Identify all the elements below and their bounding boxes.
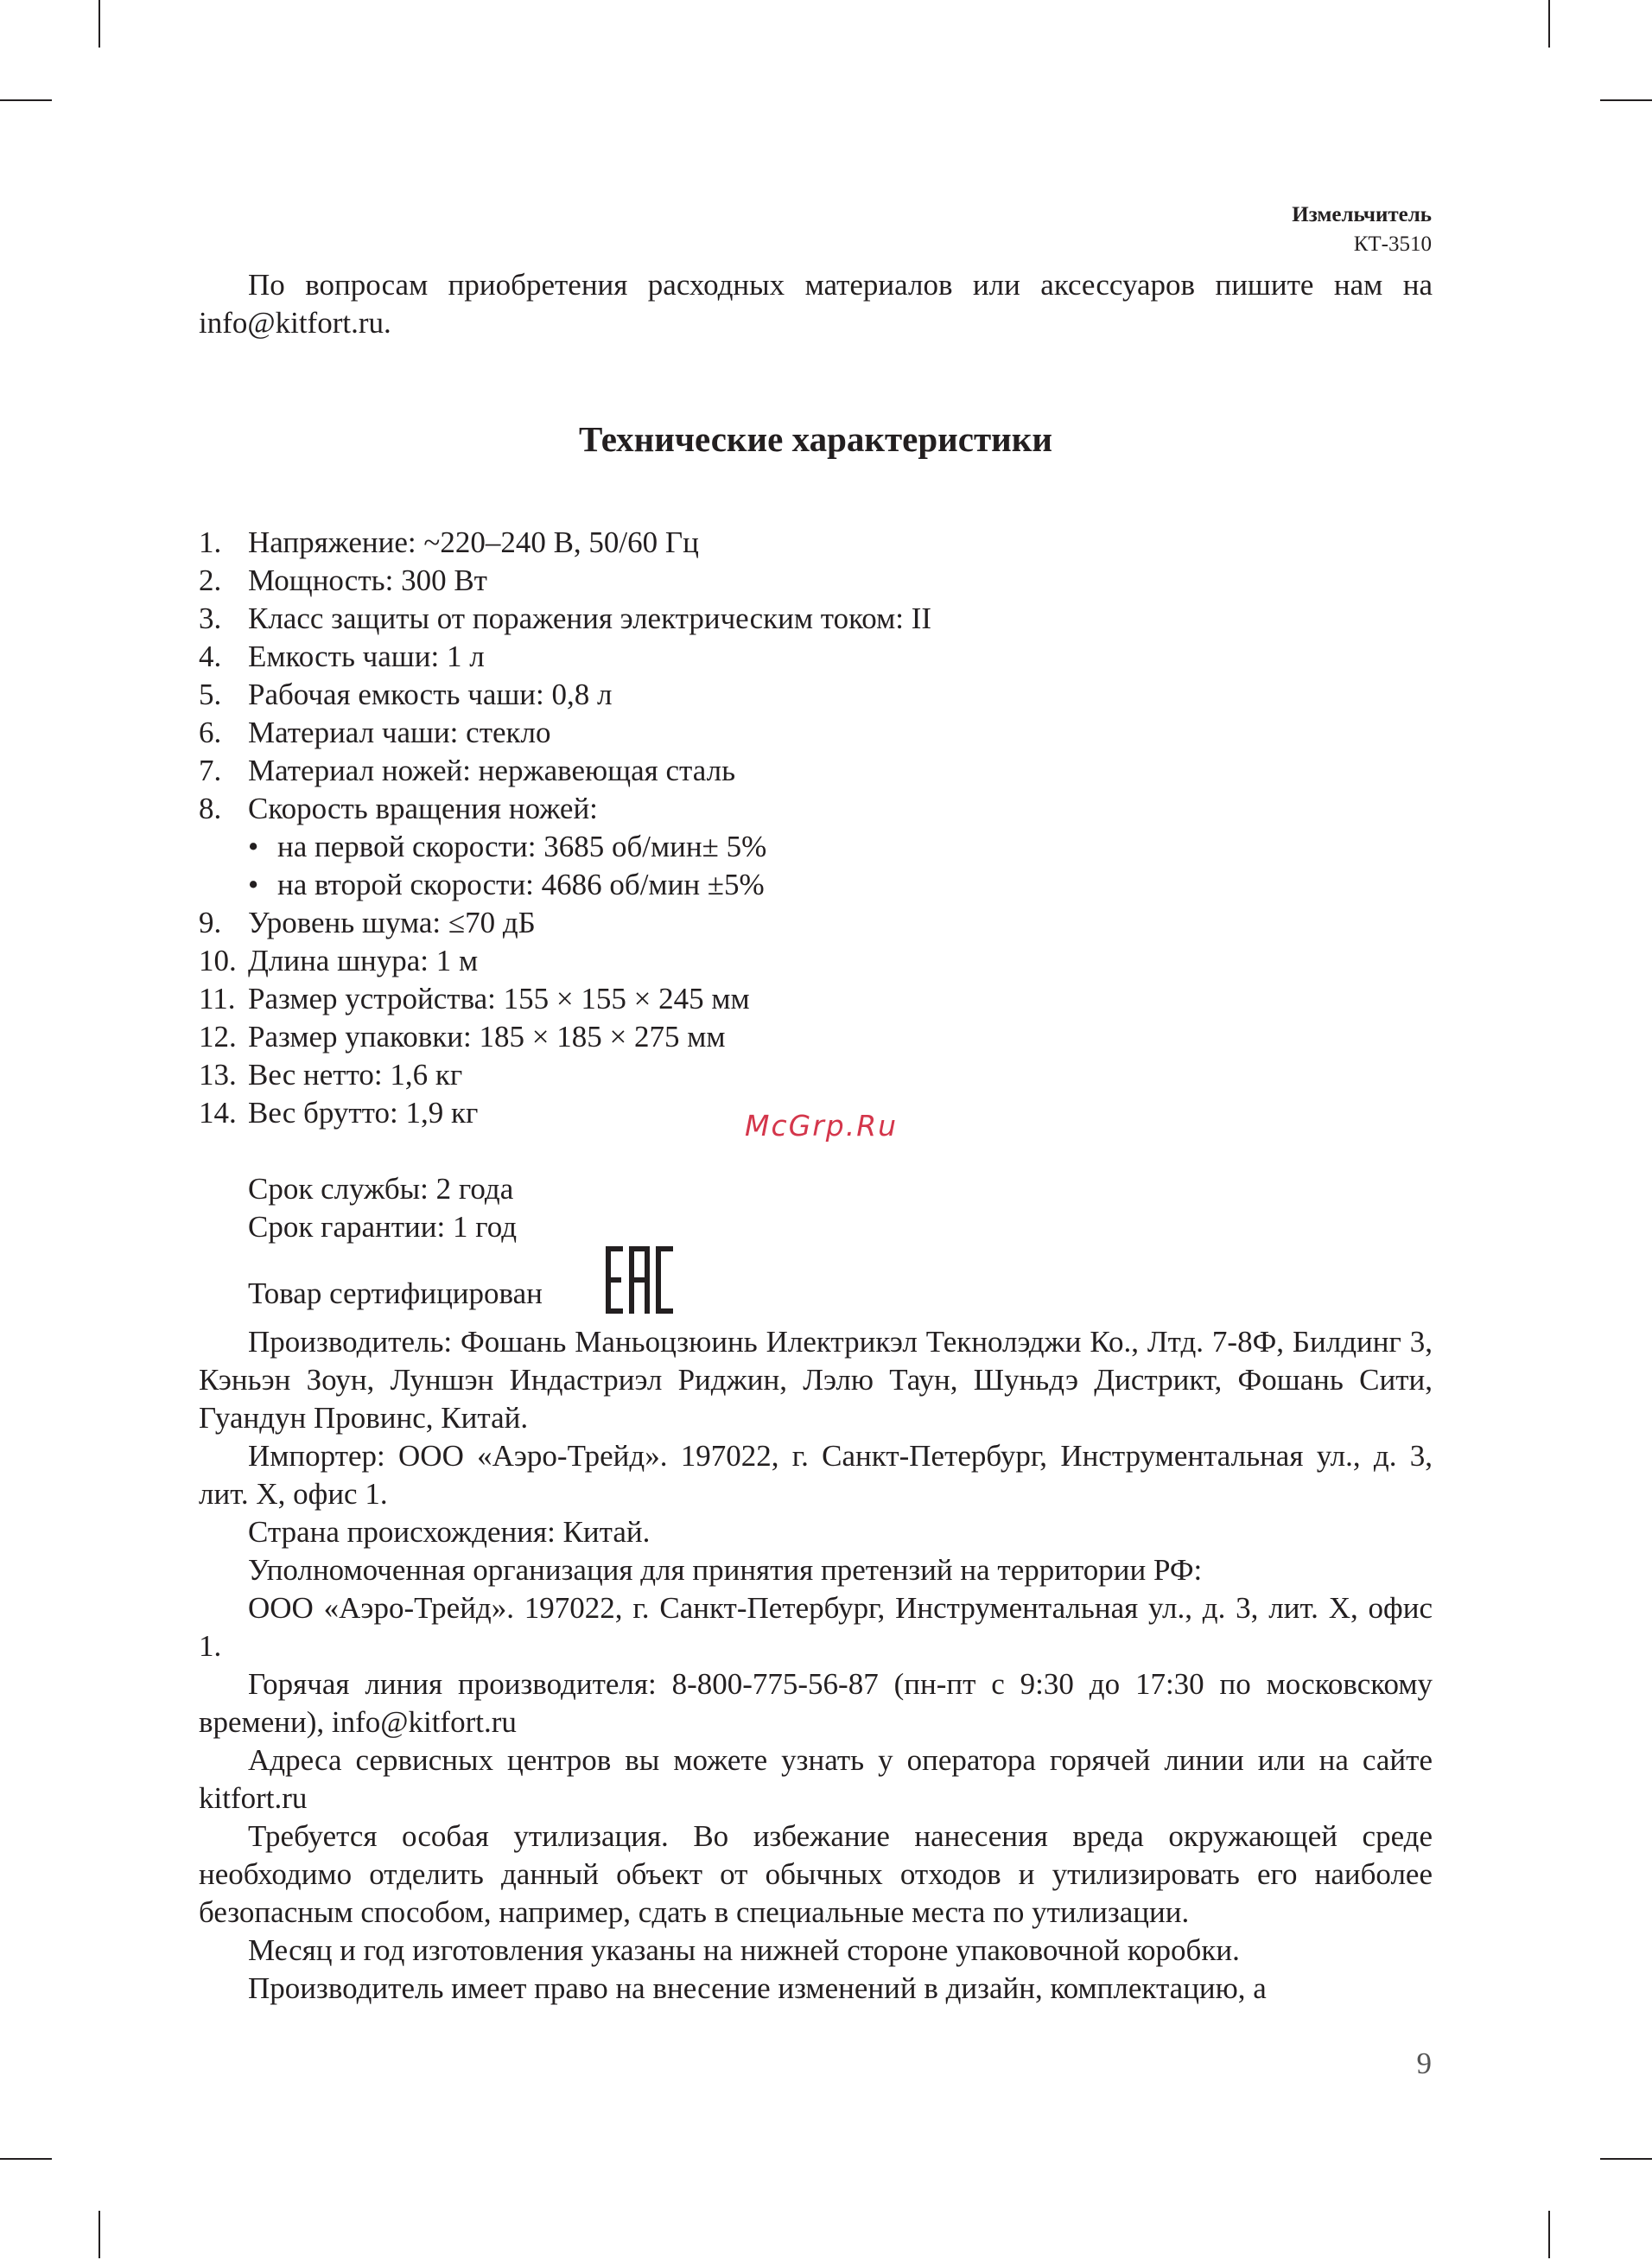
- spec-item: 12. Размер упаковки: 185 × 185 × 275 мм: [199, 1020, 726, 1054]
- manufacture-date-paragraph: Месяц и год изготовления указаны на нижней стороне упаковочной коробки.: [248, 1933, 1240, 1967]
- spec-item: 13. Вес нетто: 1,6 кг: [199, 1058, 463, 1092]
- spec-item: 10. Длина шнура: 1 м: [199, 944, 479, 977]
- spec-item: 9. Уровень шума: ≤70 дБ: [199, 906, 536, 939]
- importer-paragraph: Импортер: ООО «Аэро-Трейд». 197022, г. Санкт-Петербург, Инструментальная ул., д. 3, лит. Х, офис 1.: [199, 1439, 1433, 1511]
- certification-line: [199, 1246, 1433, 1323]
- crop-mark: [1600, 2158, 1652, 2160]
- specs-list: [199, 524, 1433, 1132]
- crop-mark: [98, 2211, 100, 2258]
- claims-address-paragraph: ООО «Аэро-Трейд». 197022, г. Санкт-Петербург, Инструментальная ул., д. 3, лит. Х, офис 1.: [199, 1591, 1433, 1663]
- crop-mark: [0, 2158, 52, 2160]
- disposal-paragraph: Требуется особая утилизация. Во избежание нанесения вреда окружающей среде необходимо отделить данный объект от обычных отходов и утилизировать его наиболее безопасным способом, например, сдать в специальные места по утилизации.: [199, 1819, 1433, 1929]
- spec-item: 2. Мощность: 300 Вт: [199, 563, 487, 597]
- spec-item: 8. Скорость вращения ножей:: [199, 792, 598, 825]
- spec-subitem: • на второй скорости: 4686 об/мин ±5%: [248, 868, 765, 901]
- crop-mark: [0, 99, 52, 101]
- spec-item: 14. Вес брутто: 1,9 кг: [199, 1096, 479, 1130]
- spec-item: 3. Класс защиты от поражения электрическим током: II: [199, 602, 932, 635]
- spec-item: 11. Размер устройства: 155 × 155 × 245 мм: [199, 982, 750, 1015]
- spec-item: 4. Емкость чаши: 1 л: [199, 640, 485, 673]
- origin-paragraph: Страна происхождения: Китай.: [248, 1515, 651, 1549]
- changes-paragraph: Производитель имеет право на внесение изменений в дизайн, комплектацию, а: [248, 1971, 1267, 2005]
- certified-label: Товар сертифицирован: [248, 1276, 543, 1310]
- eac-mark-icon: [556, 1246, 673, 1323]
- warranty: Срок гарантии: 1 год: [248, 1210, 518, 1244]
- manufacturer-paragraph: Производитель: Фошань Маньоцзюинь Илектрикэл Текнолэджи Ко., Лтд. 7-8Ф, Билдинг 3, Кэньэн Зоун, Луншэн Индастриэл Риджин, Лэлю Таун, Шуньдэ Дистрикт, Фошань Сити, Гуандун Провинс, Китай.: [199, 1325, 1433, 1435]
- claims-org-paragraph: Уполномоченная организация для принятия претензий на территории РФ:: [248, 1553, 1203, 1587]
- section-heading: Технические характеристики: [579, 419, 1052, 459]
- watermark: McGrp.Ru: [745, 1109, 899, 1143]
- spec-item: 6. Материал чаши: стекло: [199, 716, 551, 749]
- crop-mark: [1548, 0, 1550, 48]
- service-life: Срок службы: 2 года: [248, 1172, 514, 1206]
- hotline-paragraph: Горячая линия производителя: 8-800-775-56-87 (пн-пт с 9:30 до 17:30 по московскому времени), info@kitfort.ru: [199, 1667, 1433, 1739]
- spec-item: 7. Материал ножей: нержавеющая сталь: [199, 754, 736, 787]
- spec-item: 5. Рабочая емкость чаши: 0,8 л: [199, 678, 613, 711]
- intro-paragraph: По вопросам приобретения расходных материалов или аксессуаров пишите нам на info@kitfort.ru.: [199, 268, 1433, 340]
- crop-mark: [98, 0, 100, 48]
- header-model: КТ-3510: [1353, 232, 1432, 256]
- service-centers-paragraph: Адреса сервисных центров вы можете узнать у оператора горячей линии или на сайте kitfort.ru: [199, 1743, 1433, 1815]
- page-number: 9: [1416, 2047, 1432, 2080]
- running-header: [1292, 201, 1432, 259]
- crop-mark: [1600, 99, 1652, 101]
- spec-item: 1. Напряжение: ~220–240 В, 50/60 Гц: [199, 525, 699, 559]
- header-title: Измельчитель: [1292, 203, 1432, 226]
- spec-subitem: • на первой скорости: 3685 об/мин± 5%: [248, 830, 767, 863]
- crop-mark: [1548, 2211, 1550, 2258]
